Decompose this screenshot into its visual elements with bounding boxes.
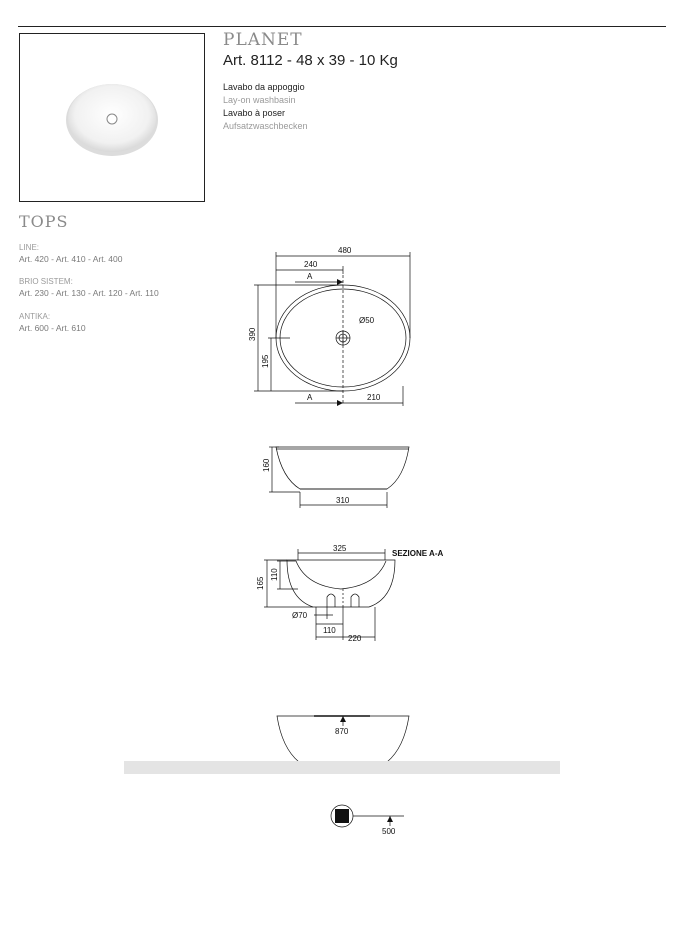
section-mark-top: A: [307, 272, 313, 281]
tops-group-label: LINE:: [19, 243, 40, 252]
side-view-profile: [276, 447, 409, 489]
dim-top-half-width: 240: [304, 260, 318, 269]
tops-group-label: ANTIKA:: [19, 312, 51, 321]
tops-title: TOPS: [19, 212, 69, 231]
countertop: [124, 761, 560, 774]
section-mark-bottom: A: [307, 393, 313, 402]
dim-side-height: 160: [262, 458, 271, 472]
tops-group-items: Art. 600 - Art. 610: [19, 323, 86, 333]
dim-section-half-width: 220: [348, 634, 362, 643]
dim-section-width: 325: [333, 544, 347, 553]
plan-mark-square: [335, 809, 349, 823]
product-article: Art. 8112 - 48 x 39 - 10 Kg: [223, 52, 398, 69]
dim-top-width: 480: [338, 246, 352, 255]
description-en: Lay-on washbasin: [223, 95, 296, 105]
tops-group-items: Art. 420 - Art. 410 - Art. 400: [19, 254, 123, 264]
section-view-drain-right: [351, 594, 359, 607]
section-title: SEZIONE A-A: [392, 549, 444, 558]
dim-section-depth: 110: [270, 568, 279, 581]
tops-group-items: Art. 230 - Art. 130 - Art. 120 - Art. 110: [19, 288, 159, 298]
section-view-inner: [296, 561, 386, 589]
dim-section-drain: Ø70: [292, 611, 308, 620]
section-view-drain-left: [327, 594, 335, 607]
dim-section-drain-spacing: 110: [323, 626, 336, 635]
product-name: PLANET: [223, 30, 303, 50]
tops-group-label: BRIO SISTEM:: [19, 277, 73, 286]
dim-top-half-height: 195: [261, 354, 270, 368]
top-view: [254, 252, 410, 406]
dim-top-offset: 210: [367, 393, 381, 402]
dim-section-height: 165: [256, 576, 265, 590]
description-de: Aufsatzwaschbecken: [223, 121, 308, 131]
dim-top-drain: Ø50: [359, 316, 375, 325]
dim-top-height: 390: [248, 327, 257, 341]
description-it: Lavabo da appoggio: [223, 82, 305, 92]
dim-side-base: 310: [336, 496, 350, 505]
install-view: [277, 716, 409, 762]
section-view-outer: [287, 560, 395, 607]
dim-install-height: 870: [335, 727, 349, 736]
dim-plan-distance: 500: [382, 827, 396, 836]
description-fr: Lavabo à poser: [223, 108, 286, 118]
